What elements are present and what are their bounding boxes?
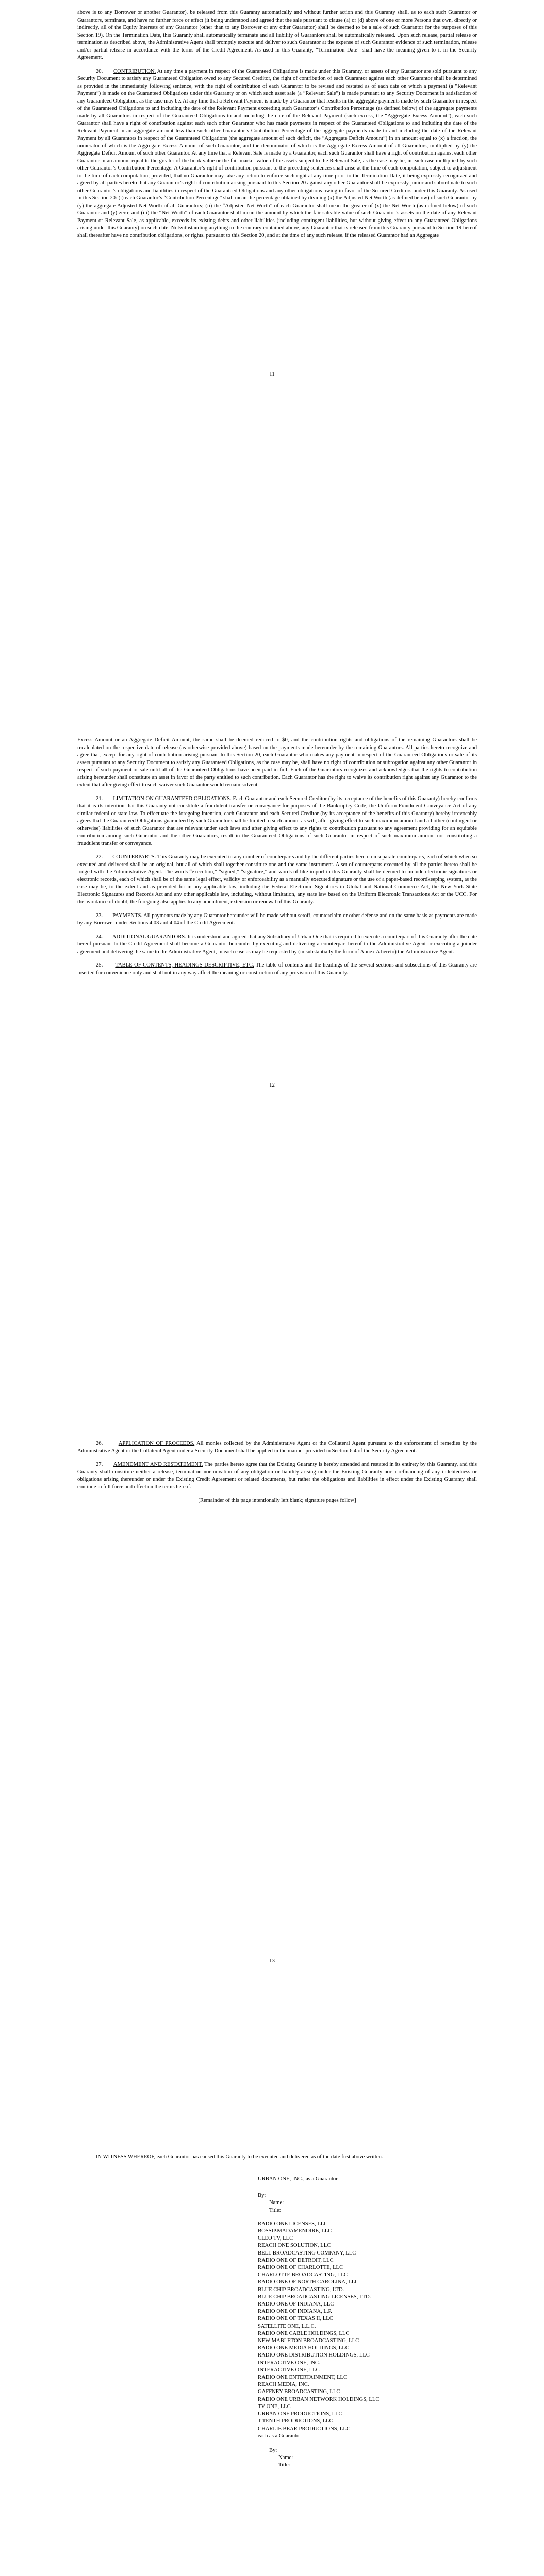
- guarantor-entity: BOSSIP.MADAMENOIRE, LLC: [258, 2228, 332, 2234]
- section-27: [77, 1461, 477, 1491]
- signature-line: [278, 2449, 376, 2454]
- section-22-number: 22.: [96, 854, 103, 860]
- section-19-continuation: above is to any Borrower or another Guarantor), be released from this Guaranty automatically and without further action and this Guaranty shall, as to each such Guarantor or Guarantors, terminate, and have no further force or effect (it being understood and agreed that the sale pursuant to clause (a) or (d) above of one or more Persons that own, directly or indirectly, all of the Equity Interests of any Guarantor (other than to any Borrower or any other Guarantor) shall be deemed to be a sale of such Guarantor for the purposes of this Section 19). On the Termination Date, this Guaranty shall automatically terminate and all liability of Guarantors shall be automatically released. Upon such release, partial release or termination as described above, the Administrative Agent shall promptly execute and deliver to such Guarantor at the expense of such Guarantor evidence of such termination, release and/or partial release in accordance with the terms of the Credit Agreement. As used in this Guaranty, “Termination Date” shall have the meaning given to it in the Security Agreement.: [77, 10, 477, 60]
- guarantor-entity: CHARLOTTE BROADCASTING, LLC: [258, 2272, 348, 2278]
- guarantor-entity: CLEO TV, LLC: [258, 2235, 293, 2242]
- guarantor-entity: RADIO ONE URBAN NETWORK HOLDINGS, LLC: [258, 2396, 380, 2402]
- second-signature-by-line: [258, 2447, 474, 2454]
- section-24: [77, 934, 477, 956]
- page-11-body: [77, 9, 477, 246]
- page-11: [0, 0, 544, 703]
- section-23-number: 23.: [96, 912, 103, 919]
- page-12-body: [77, 737, 477, 983]
- guarantor-entity: REACH MEDIA, INC.: [258, 2382, 309, 2388]
- guarantor-entity: RADIO ONE DISTRIBUTION HOLDINGS, LLC: [258, 2352, 370, 2359]
- guarantor-entity: RADIO ONE OF NORTH CAROLINA, LLC: [258, 2279, 359, 2285]
- section-20-number: 20.: [96, 68, 103, 74]
- guarantor-entity: RADIO ONE OF INDIANA, L.P.: [258, 2309, 332, 2315]
- witness-clause: IN WITNESS WHEREOF, each Guarantor has caused this Guaranty to be executed and delivered as of the date first above written.: [96, 2154, 383, 2160]
- guarantor-entity: RADIO ONE LICENSES, LLC: [258, 2221, 328, 2227]
- signature-name-label: Name:: [269, 2200, 284, 2206]
- section-26-text: All monies collected by the Administrative Agent or the Collateral Agent pursuant to the enforcement of remedies by the Administrative Agent or the Collateral Agent under a Security Document shall be applied in the manner provided in Section 6.4 of the Security Agreement.: [77, 1440, 477, 1454]
- page-number: 11: [269, 371, 275, 377]
- section-20-text: At any time a payment in respect of the Guaranteed Obligations is made under this Guaranty, or assets of any Guarantor are sold pursuant to any Security Document to satisfy any Guaranteed Obligation owed to any Secured Creditor, the right of contribution of each Guarantor against each other Guarantor shall be determined as provided in the immediately following sentence, with the right of contribution of each Guarantor to be revised and restated as of each date on which a payment (a “Relevant Payment”) is made on the Guaranteed Obligations under this Guaranty or on which such asset sale (a “Relevant Sale”) is made pursuant to any Security Document in satisfaction of any Guaranteed Obligation, as the case may be. At any time that a Relevant Payment is made by a Guarantor that results in the aggregate payments made by such Guarantor in respect of the Guaranteed Obligations to and including the date of the Relevant Payment exceeding such Guarantor’s Contribution Percentage (as defined below) of the aggregate payments made by all Guarantors in respect of the Guaranteed Obligations to and including the date of the Relevant Payment (such excess, the “Aggregate Excess Amount”), each such Guarantor shall have a right of contribution against each such other Guarantor who has made payments in respect of the Guaranteed Obligations to and including the date of the Relevant Payment in an aggregate amount less than such other Guarantor’s Contribution Percentage of the aggregate payments made to and including the date of the Relevant Payment by all Guarantors in respect of the Guaranteed Obligations (the aggregate amount of such deficit, the “Aggregate Deficit Amount”) in an amount equal to (x) a fraction, the numerator of which is the Aggregate Excess Amount of such Guarantor, and the denominator of which is the Aggregate Excess Amount of all Guarantors, multiplied by (y) the Aggregate Deficit Amount of such other Guarantor. At any time that a Relevant Sale is made by a Guarantor, each such Guarantor shall have a right of contribution against each other Guarantor in an amount equal to the greater of the book value or the fair market value of the assets subject to the Relevant Sale, as the case may be, in each case multiplied by such other Guarantor’s Contribution Percentage. A Guarantor’s right of contribution pursuant to the preceding sentences shall arise at the time of each computation, subject to adjustment to the time of each computation; provided, that no Guarantor may take any action to enforce such right at any time prior to the Termination Date, it being expressly recognized and agreed by all parties hereto that any Guarantor’s right of contribution arising pursuant to this Section 20 against any other Guarantor shall be expressly junior and subordinate to such other Guarantor’s obligations and liabilities in respect of the Guaranteed Obligations and any other obligations owing in favor of the Secured Creditors under this Guaranty. As used in this Section 20: (i) each Guarantor’s “Contribution Percentage” shall mean the percentage obtained by dividing (x) the Adjusted Net Worth (as defined below) of such Guarantor by (y) the aggregate Adjusted Net Worth of all Guarantors; (ii) the “Adjusted Net Worth” of each Guarantor shall mean the greater of (x) the Net Worth (as defined below) of such Guarantor and (y) zero; and (iii) the “Net Worth” of each Guarantor shall mean the amount by which the fair saleable value of such Guarantor’s assets on the date of any Relevant Payment or Relevant Sale, as applicable, exceeds its existing debts and other liabilities (including contingent liabilities, but without giving effect to any Guaranteed Obligations arising under this Guaranty) on such date. Notwithstanding anything to the contrary contained above, any Guarantor that is released from this Guaranty pursuant to Section 19 hereof shall thereafter have no contribution obligations, or rights, pursuant to this Section 20, and at the time of any such release, if the released Guarantor had an Aggregate: [77, 68, 477, 239]
- guarantor-entity: RADIO ONE OF DETROIT, LLC: [258, 2257, 334, 2263]
- each-as-guarantor: each as a Guarantor: [258, 2433, 301, 2439]
- section-25-text: The table of contents and the headings of the several sections and subsections of this Guaranty are inserted for convenience only and shall not in any way affect the meaning or construction of any provision of this Guaranty.: [77, 962, 477, 976]
- section-25: [77, 962, 477, 977]
- section-27-text: The parties hereto agree that the Existing Guaranty is hereby amended and restated in its entirety by this Guaranty, and this Guaranty shall constitute neither a release, termination nor novation of any obligation or liability arising under the Existing Guaranty nor a refinancing of any indebtedness or obligations arising thereunder or under the Existing Credit Agreement or related documents, but rather the obligations and liabilities in effect under the Existing Guaranty shall continue in full force and effect on the terms hereof.: [77, 1462, 477, 1490]
- section-26-heading: APPLICATION OF PROCEEDS.: [118, 1440, 195, 1446]
- page-number: 13: [269, 1958, 275, 1964]
- section-21-number: 21.: [96, 795, 103, 802]
- guarantor-entity: RADIO ONE OF INDIANA, LLC: [258, 2301, 334, 2308]
- section-23-text: All payments made by any Guarantor hereunder will be made without setoff, counterclaim or other defense and on the same basis as payments are made by any Borrower under Sections 4.03 and 4.04 of the Credit Agreement.: [77, 912, 477, 926]
- section-22-heading: COUNTERPARTS.: [112, 854, 156, 860]
- section-24-heading: ADDITIONAL GUARANTORS.: [112, 934, 186, 940]
- guarantor-entity: SATELLITE ONE, L.L.C.: [258, 2323, 316, 2329]
- section-25-heading: TABLE OF CONTENTS, HEADINGS DESCRIPTIVE, ETC.: [115, 962, 254, 968]
- company-name: URBAN ONE, INC., as a Guarantor: [258, 2176, 338, 2182]
- section-24-text: It is understood and agreed that any Subsidiary of Urban One that is required to execute a counterpart of this Guaranty after the date hereof pursuant to the Credit Agreement shall become a Guarantor hereunder by executing and delivering a counterpart hereof to the Administrative Agent or executing a joinder agreement and delivering the same to the Administrative Agent, in each case as may be requested by (in substantially the form of Annex A hereto) the Administrative Agent.: [77, 934, 477, 955]
- remainder-note: [Remainder of this page intentionally left blank; signature pages follow]: [198, 1498, 356, 1503]
- guarantor-entity: URBAN ONE PRODUCTIONS, LLC: [258, 2411, 342, 2417]
- section-20: [77, 68, 477, 240]
- section-26: [77, 1440, 477, 1455]
- page-12: [0, 703, 544, 1406]
- signature-line: [267, 2194, 375, 2199]
- guarantor-entity: BLUE CHIP BROADCASTING LICENSES, LTD.: [258, 2294, 371, 2300]
- section-23: [77, 912, 477, 927]
- guarantor-entity: T TENTH PRODUCTIONS, LLC: [258, 2418, 333, 2425]
- page-number: 12: [269, 1082, 275, 1088]
- section-21: [77, 795, 477, 848]
- guarantor-entity: CHARLIE BEAR PRODUCTIONS, LLC: [258, 2426, 350, 2432]
- section-26-number: 26.: [96, 1440, 103, 1446]
- guarantor-entity: NEW MABLETON BROADCASTING, LLC: [258, 2338, 359, 2344]
- guarantor-entity: BLUE CHIP BROADCASTING, LTD.: [258, 2286, 344, 2293]
- second-signature-title-label: Title:: [278, 2462, 290, 2468]
- page-13-body: [77, 1440, 477, 1511]
- section-22: [77, 854, 477, 906]
- guarantor-entity: RADIO ONE MEDIA HOLDINGS, LLC: [258, 2345, 349, 2351]
- guarantor-entity: BELL BROADCASTING COMPANY, LLC: [258, 2250, 356, 2256]
- signature-block: [258, 2176, 474, 2469]
- section-20-heading: CONTRIBUTION.: [113, 68, 156, 74]
- by-label: By:: [269, 2447, 277, 2453]
- by-label: By:: [258, 2193, 266, 2199]
- guarantor-entity: TV ONE, LLC: [258, 2403, 291, 2410]
- section-22-text: This Guaranty may be executed in any number of counterparts and by the different parties hereto on separate counterparts, each of which when so executed and delivered shall be an original, but all of which shall together constitute one and the same instrument. A set of counterparts executed by all the parties hereto shall be lodged with the Administrative Agent. The words “execution,” “signed,” “signature,” and words of like import in this Guaranty shall be deemed to include electronic signatures or electronic records, each of which shall be of the same legal effect, validity or enforceability as a manually executed signature or the use of a paper-based recordkeeping system, as the case may be, to the extent and as provided for in any applicable law, including the Federal Electronic Signatures in Global and National Commerce Act, the New York State Electronic Signatures and Records Act and any other applicable law, including, without limitation, any state law based on the Uniform Electronic Transactions Act or the UCC. For the avoidance of doubt, the foregoing also applies to any amendment, extension or renewal of this Guaranty.: [77, 854, 477, 905]
- guarantor-entity-list: [258, 2221, 474, 2433]
- section-21-heading: LIMITATION ON GUARANTEED OBLIGATIONS.: [113, 795, 232, 802]
- section-23-heading: PAYMENTS.: [112, 912, 142, 919]
- section-27-number: 27.: [96, 1462, 103, 1467]
- witness-clause-wrap: [77, 2154, 477, 2167]
- page-13: [0, 1406, 544, 2110]
- guarantor-entity: INTERACTIVE ONE, INC.: [258, 2360, 320, 2366]
- section-21-text: Each Guarantor and each Secured Creditor (by its acceptance of the benefits of this Guaranty) hereby confirms that it is its intention that this Guaranty not constitute a fraudulent transfer or conveyance for purposes of the Bankruptcy Code, the Uniform Fraudulent Conveyance Act of any similar federal or state law. To effectuate the foregoing intention, each Guarantor and each Secured Creditor (by its acceptance of the benefits of this Guaranty) hereby irrevocably agrees that the Guaranteed Obligations guaranteed by such Guarantor shall be limited to such amount as will, after giving effect to such maximum amount and all other (contingent or otherwise) liabilities of such Guarantor that are relevant under such laws and after giving effect to any rights to contribution pursuant to any agreement providing for an equitable contribution among such Guarantor and the other Guarantors, result in the Guaranteed Obligations of such Guarantor in respect of such maximum amount not constituting a fraudulent transfer or conveyance.: [77, 795, 477, 846]
- second-signature-name-label: Name:: [278, 2455, 293, 2461]
- signature-by-line: [258, 2192, 474, 2199]
- guarantor-entity: RADIO ONE CABLE HOLDINGS, LLC: [258, 2330, 350, 2336]
- guarantor-entity: RADIO ONE OF TEXAS II, LLC: [258, 2316, 333, 2322]
- guarantor-entity: REACH ONE SOLUTION, LLC: [258, 2243, 331, 2249]
- guarantor-entity: INTERACTIVE ONE, LLC: [258, 2367, 320, 2373]
- section-24-number: 24.: [96, 934, 103, 940]
- guarantor-entity: RADIO ONE OF CHARLOTTE, LLC: [258, 2265, 343, 2271]
- section-25-number: 25.: [96, 962, 103, 968]
- section-27-heading: AMENDMENT AND RESTATEMENT.: [113, 1462, 203, 1467]
- section-20-continuation: Excess Amount or an Aggregate Deficit Amount, the same shall be deemed reduced to $0, and the contribution rights and obligations of the remaining Guarantors shall be recalculated on the respective date of release (as otherwise provided above) based on the payments made hereunder by the remaining Guarantors. All parties hereto recognize and agree that, except for any right of contribution arising pursuant to this Section 20, each Guarantor who makes any payment in respect of the Guaranteed Obligations or sale of its assets pursuant to any Security Document to satisfy any Guaranteed Obligations, as the case may be, shall have no right of contribution or subrogation against any other Guarantor in respect of such payment or sale until all of the Guaranteed Obligations have been paid in full. Each of the Guarantors recognizes and acknowledges that the rights to contribution arising hereunder shall constitute an asset in favor of the party entitled to such contribution. Each Guarantor has the right to waive its contribution right against any Guarantor to the extent that after giving effect to such waiver such Guarantor would remain solvent.: [77, 737, 477, 788]
- signature-title-label: Title:: [269, 2207, 281, 2213]
- guarantor-entity: RADIO ONE ENTERTAINMENT, LLC: [258, 2375, 348, 2381]
- signature-page: [0, 2110, 544, 2576]
- guarantor-entity: GAFFNEY BROADCASTING, LLC: [258, 2389, 340, 2395]
